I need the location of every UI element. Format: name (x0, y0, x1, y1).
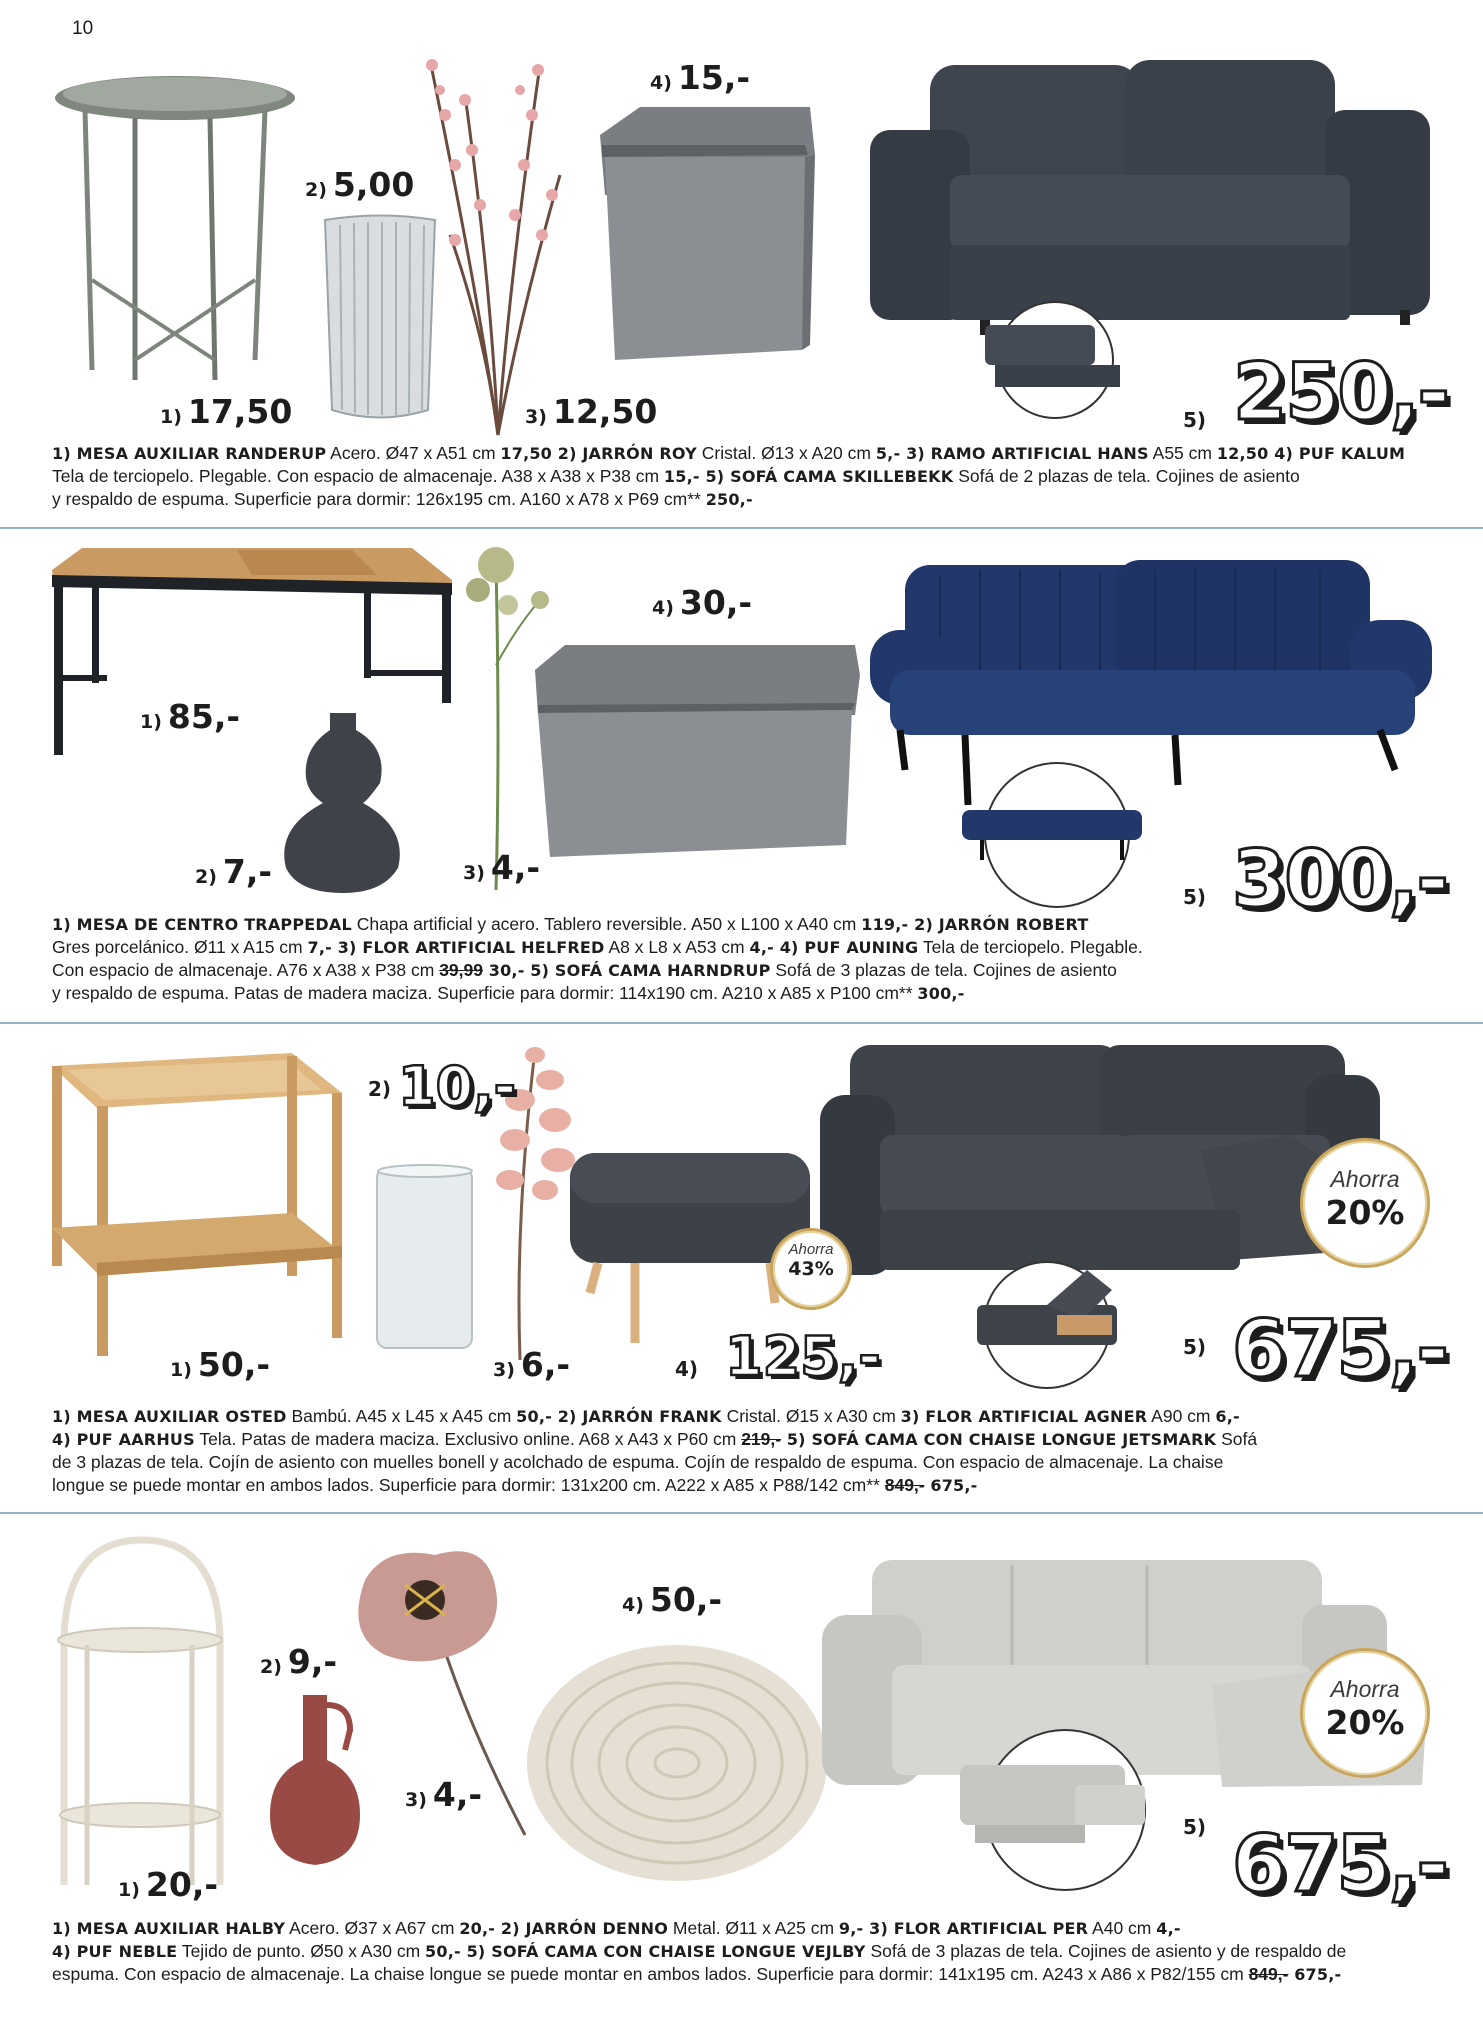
price-item-2-denno: 2) 9,- (260, 1642, 338, 1681)
sofa-pullout-detail-image (955, 1725, 1155, 1895)
description-text: Bambú. A45 x L45 x A45 cm (286, 1406, 517, 1426)
sofa-bed-skillebekk-image (870, 55, 1435, 345)
sofa-bed-detail-image (975, 305, 1135, 415)
pouf-auning-image (530, 645, 865, 860)
description-text: Sofá de 2 plazas de tela. Cojines de asiento (953, 466, 1300, 486)
description-line (52, 1474, 1432, 1497)
sofa-storage-detail-image (972, 1260, 1127, 1390)
description-text: y respaldo de espuma. Patas de madera maciza. Superficie para dormir: 114x190 cm. A210 x A85 x P100 cm** (52, 983, 918, 1003)
description-bold: 7,- 3) FLOR ARTIFICIAL HELFRED (307, 938, 605, 957)
description-text: A55 cm (1148, 443, 1217, 463)
description-text: A8 x L8 x A53 cm (604, 937, 750, 957)
price-item-4-kalum: 4) 15,- (650, 58, 751, 97)
price-item-1-trappedal: 1) 85,- (140, 697, 241, 736)
divider-1 (0, 527, 1483, 529)
item-5-label: 5) (1183, 1335, 1207, 1359)
description-bold: 250,- (705, 490, 753, 509)
badge-value: 43% (788, 1258, 834, 1280)
price-item-3-per: 3) 4,- (405, 1775, 483, 1814)
description-bold: 4) PUF AARHUS (52, 1430, 195, 1449)
savings-badge-20 (1300, 1648, 1430, 1778)
pouf-neble-image (525, 1635, 830, 1885)
price-item-1-halby: 1) 20,- (118, 1865, 219, 1904)
savings-badge-20 (1300, 1138, 1430, 1268)
description-bold: 30,- 5) SOFÁ CAMA HARNDRUP (482, 961, 771, 980)
description-text: y respaldo de espuma. Superficie para dormir: 126x195 cm. A160 x A78 x P69 cm** (52, 489, 706, 509)
page-number: 10 (72, 18, 94, 39)
badge-label: Ahorra (1330, 1676, 1400, 1702)
price-item-3-helfred: 3) 4,- (463, 848, 541, 887)
badge-value: 20% (1325, 1703, 1405, 1742)
description-line (52, 1451, 1432, 1474)
description-bold: 17,50 2) JARRÓN ROY (500, 444, 697, 463)
section-1-description (52, 442, 1432, 511)
badge-label: Ahorra (1330, 1166, 1400, 1192)
item-2-label: 2) (368, 1077, 392, 1101)
description-bold: 1) MESA AUXILIAR OSTED (52, 1407, 287, 1426)
item-5-label: 5) (1183, 408, 1207, 432)
description-text: Con espacio de almacenaje. A76 x A38 x P38 cm (52, 960, 440, 980)
old-price: 849,- (884, 1475, 925, 1495)
item-4-label: 4) (675, 1357, 699, 1381)
description-line (52, 488, 1432, 511)
price-item-5-skillebekk: 250,- (1233, 348, 1448, 438)
description-bold: 50,- 5) SOFÁ CAMA CON CHAISE LONGUE VEJLBY (425, 1942, 866, 1961)
description-line (52, 913, 1432, 936)
description-text: Tela de terciopelo. Plegable. (918, 937, 1143, 957)
pouf-kalum-image (590, 105, 820, 370)
description-text: Gres porcelánico. Ø11 x A15 cm (52, 937, 308, 957)
description-bold: 3) FLOR ARTIFICIAL AGNER (900, 1407, 1148, 1426)
badge-label: Ahorra (788, 1241, 834, 1258)
description-text: Sofá de 3 plazas de tela. Cojines de asiento (770, 960, 1117, 980)
description-line (52, 1917, 1432, 1940)
price-item-4-auning: 4) 30,- (652, 583, 753, 622)
description-bold: 6,- (1215, 1407, 1240, 1426)
vase-frank-image (375, 1163, 475, 1353)
price-item-2-frank: 10,- (398, 1055, 517, 1118)
description-line (52, 1963, 1432, 1986)
price-item-3-hans: 3) 12,50 (525, 392, 658, 431)
description-text: de 3 plazas de tela. Cojín de asiento con muelles bonell y acolchado de espuma. Cojín de respaldo de espuma. Con espacio de almacenaje. La chaise (52, 1452, 1224, 1472)
sofa-bed-harndrup-image (870, 555, 1435, 805)
description-text: Cristal. Ø15 x A30 cm (721, 1406, 901, 1426)
description-bold: 20,- 2) JARRÓN DENNO (459, 1919, 669, 1938)
description-text: Tela. Patas de madera maciza. Exclusivo online. A68 x A43 x P60 cm (194, 1429, 742, 1449)
description-line (52, 1405, 1432, 1428)
price-item-5-jetsmark: 675,- (1232, 1305, 1447, 1395)
sofa-bed-flat-detail-image (962, 760, 1152, 910)
sofa-bed-jetsmark-image (820, 1040, 1380, 1285)
badge-value: 20% (1325, 1193, 1405, 1232)
description-text: Sofá (1216, 1429, 1258, 1449)
divider-3 (0, 1512, 1483, 1514)
description-text: Cristal. Ø13 x A20 cm (696, 443, 876, 463)
description-bold: 4,- 4) PUF AUNING (749, 938, 919, 957)
description-line (52, 1940, 1432, 1963)
description-bold: 4) PUF NEBLE (52, 1942, 178, 1961)
section-2-description (52, 913, 1432, 1005)
price-item-4-aarhus: 125,- (725, 1325, 881, 1388)
description-text: espuma. Con espacio de almacenaje. La chaise longue se puede montar en ambos lados. Superficie para dormir: 141x195 cm. A243 x A86 x P82/155 cm (52, 1964, 1249, 1984)
price-item-3-agner: 3) 6,- (493, 1345, 571, 1384)
description-bold: 50,- 2) JARRÓN FRANK (516, 1407, 722, 1426)
description-text: Acero. Ø47 x A51 cm (326, 443, 501, 463)
description-text: A40 cm (1088, 1918, 1157, 1938)
description-bold: 12,50 4) PUF KALUM (1216, 444, 1406, 463)
description-bold: 1) MESA AUXILIAR HALBY (52, 1919, 286, 1938)
description-line (52, 1428, 1432, 1451)
description-bold: 1) MESA DE CENTRO TRAPPEDAL (52, 915, 352, 934)
description-bold: 15,- 5) SOFÁ CAMA SKILLEBEKK (663, 467, 954, 486)
description-bold: 119,- 2) JARRÓN ROBERT (861, 915, 1089, 934)
description-line (52, 959, 1432, 982)
vase-robert-image (268, 708, 418, 893)
description-bold: 4,- (1156, 1919, 1181, 1938)
description-text: Chapa artificial y acero. Tablero reversible. A50 x L100 x A40 cm (351, 914, 862, 934)
description-bold: 675,- (924, 1476, 978, 1495)
description-line (52, 442, 1432, 465)
side-table-randerup-image (50, 70, 310, 390)
price-item-4-neble: 4) 50,- (622, 1580, 723, 1619)
price-item-5-vejlby: 675,- (1232, 1820, 1447, 1910)
description-line (52, 465, 1432, 488)
item-5-label: 5) (1183, 1815, 1207, 1839)
price-item-2-robert: 2) 7,- (195, 852, 273, 891)
description-bold: 9,- 3) FLOR ARTIFICIAL PER (838, 1919, 1089, 1938)
description-bold: 675,- (1288, 1965, 1342, 1984)
section-4-description (52, 1917, 1432, 1986)
description-text: A90 cm (1147, 1406, 1216, 1426)
price-item-1-randerup: 1) 17,50 (160, 392, 293, 431)
price-item-2-roy: 2) 5,00 (305, 165, 415, 204)
artificial-bouquet-hans-image (420, 55, 570, 440)
description-bold: 5) SOFÁ CAMA CON CHAISE LONGUE JETSMARK (781, 1430, 1217, 1449)
price-item-1-osted: 1) 50,- (170, 1345, 271, 1384)
savings-badge-43 (770, 1228, 852, 1310)
divider-2 (0, 1022, 1483, 1024)
side-table-osted-image (52, 1048, 347, 1358)
description-text: Acero. Ø37 x A67 cm (285, 1918, 460, 1938)
old-price: 849,- (1248, 1964, 1289, 1984)
side-table-halby-image (52, 1535, 232, 1890)
description-text: Tejido de punto. Ø50 x A30 cm (177, 1941, 426, 1961)
description-text: Metal. Ø11 x A25 cm (668, 1918, 839, 1938)
description-text: Sofá de 3 plazas de tela. Cojines de asiento y de respaldo de (865, 1941, 1347, 1961)
description-line (52, 936, 1432, 959)
section-3-description (52, 1405, 1432, 1497)
old-price: 219,- (741, 1429, 782, 1449)
description-line (52, 982, 1432, 1005)
description-text: longue se puede montar en ambos lados. Superficie para dormir: 131x200 cm. A222 x A85 x P88/142 cm** (52, 1475, 885, 1495)
item-5-label: 5) (1183, 885, 1207, 909)
price-item-5-harndrup: 300,- (1232, 835, 1447, 925)
description-bold: 1) MESA AUXILIAR RANDERUP (52, 444, 327, 463)
description-bold: 300,- (917, 984, 965, 1003)
old-price: 39,99 (439, 960, 483, 980)
description-text: Tela de terciopelo. Plegable. Con espacio de almacenaje. A38 x A38 x P38 cm (52, 466, 664, 486)
description-bold: 5,- 3) RAMO ARTIFICIAL HANS (875, 444, 1149, 463)
